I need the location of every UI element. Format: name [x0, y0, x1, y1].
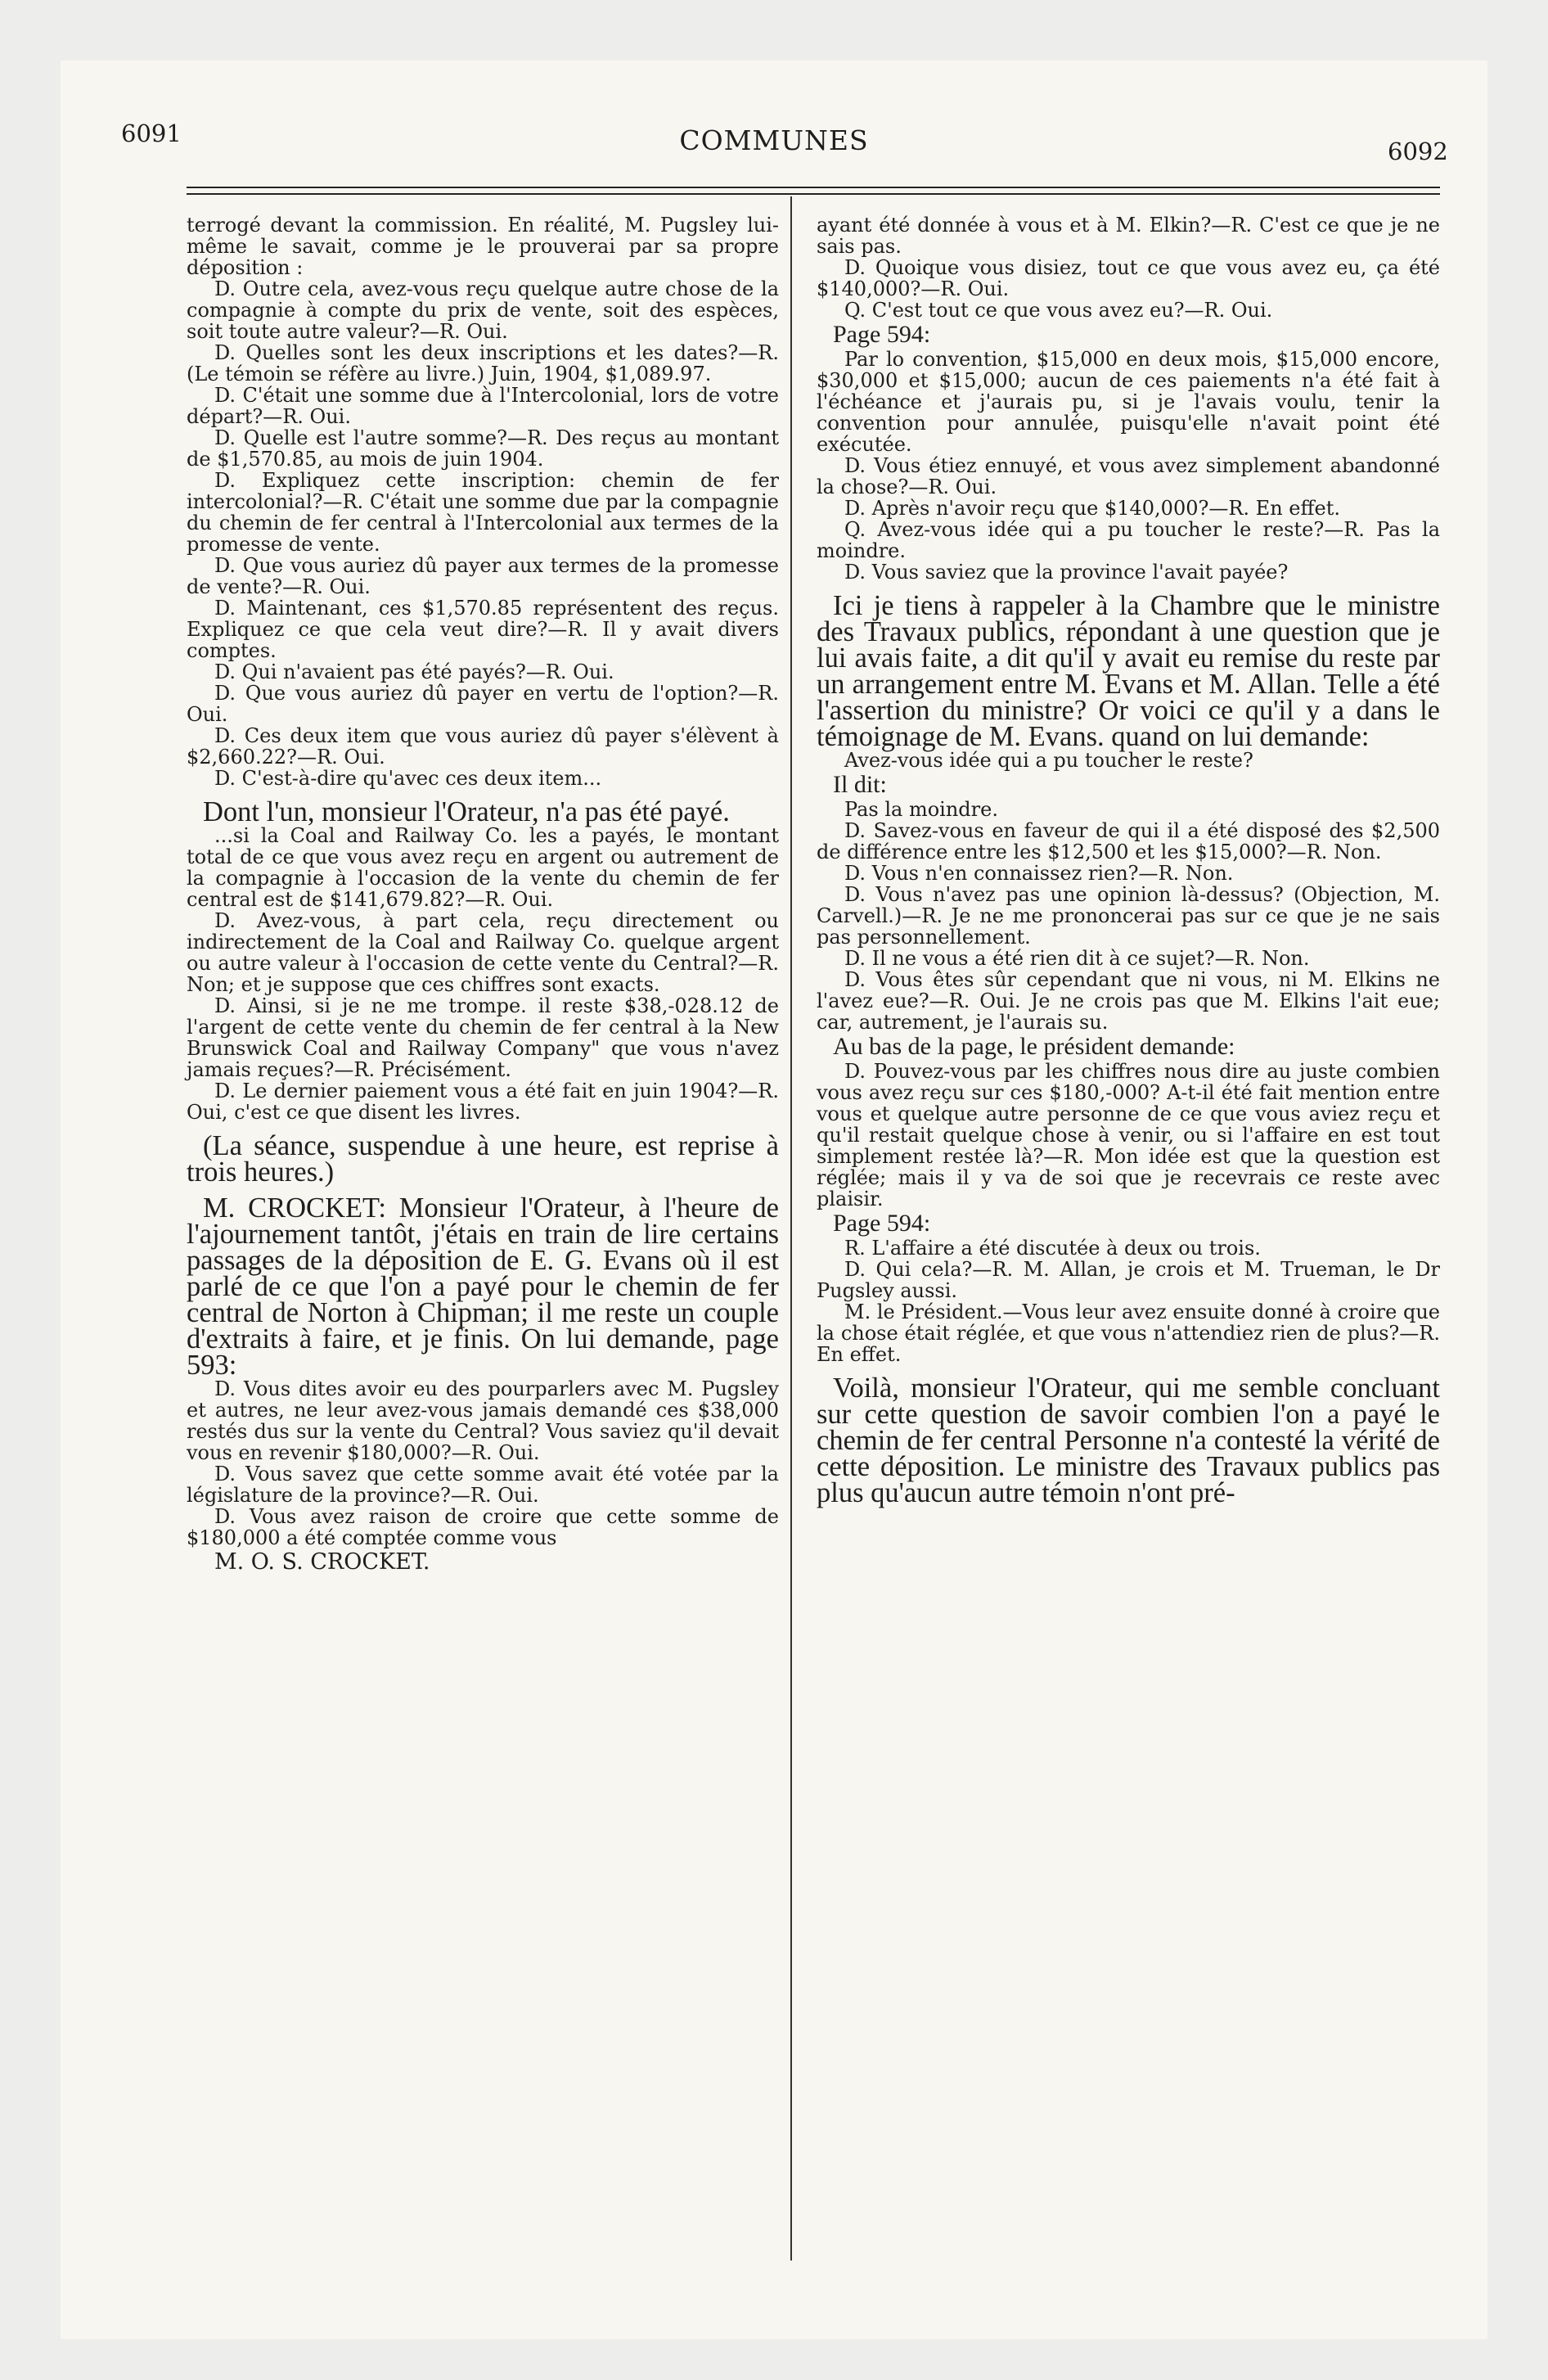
paragraph: M. CROCKET: Monsieur l'Orateur, à l'heure de l'ajournement tantôt, j'étais en train de lire certains passages de la déposition de E. G. Evans où il est parlé de ce que l'on a payé pour le chemin de fer central de Norton à Chipman; il me reste un couple d'extraits à faire, et je finis. On lui demande, page 593: — [187, 1192, 779, 1381]
paragraph: terrogé devant la commission. En réalité, M. Pugsley lui-même le savait, comme je le prouverai par sa propre déposition : — [187, 214, 779, 279]
paragraph: Pas la moindre. — [844, 798, 998, 821]
paragraph: D. Le dernier paiement vous a été fait en juin 1904?—R. Oui, c'est ce que disent les livres. — [187, 1080, 779, 1124]
paragraph: Voilà, monsieur l'Orateur, qui me semble concluant sur cette question de savoir combien l'on a payé le chemin de fer central Personne n'a contesté la vérité de cette déposition. Le ministre des Travaux publics pas plus qu'aucun autre témoin n'ont pré- — [817, 1373, 1440, 1508]
page-number-left: 6091 — [121, 119, 182, 147]
paragraph: ayant été donnée à vous et à M. Elkin?—R. C'est ce que je ne sais pas. — [817, 214, 1440, 258]
paragraph: D. Quoique vous disiez, tout ce que vous avez eu, ça été $140,000?—R. Oui. — [817, 256, 1440, 300]
paragraph: M. le Président.—Vous leur avez ensuite donné à croire que la chose était réglée, et que vous n'attendiez rien de plus?—R. En effet. — [817, 1300, 1440, 1366]
running-title: COMMUNES — [679, 124, 869, 156]
paragraph: D. Quelles sont les deux inscriptions et les dates?—R. (Le témoin se réfère au livre.) Juin, 1904, $1,089.97. — [187, 341, 779, 385]
speaker-signature: M. O. S. CROCKET. — [214, 1549, 430, 1575]
left-column — [187, 214, 779, 1576]
paragraph: D. Vous dites avoir eu des pourparlers avec M. Pugsley et autres, ne leur avez-vous jamais demandé ces $38,000 restés dus sur la vente du Central? Vous saviez qu'il devait vous en revenir $180,000?—R. Oui. — [187, 1377, 779, 1464]
paragraph: D. Vous étiez ennuyé, et vous avez simplement abandonné la chose?—R. Oui. — [817, 454, 1440, 498]
header-rule — [187, 187, 1440, 188]
paragraph: D. Quelle est l'autre somme?—R. Des reçus au montant de $1,570.85, au mois de juin 1904. — [187, 426, 779, 471]
paragraph: Avez-vous idée qui a pu toucher le reste? — [844, 749, 1253, 772]
right-column — [817, 214, 1440, 1506]
paragraph: D. Ainsi, si je ne me trompe. il reste $38,-028.12 de l'argent de cette vente du chemin de fer central à la New Brunswick Coal and Railway Company" que vous n'avez jamais reçues?—R. Précisément. — [187, 994, 779, 1081]
paragraph: D. Vous savez que cette somme avait été votée par la législature de la province?—R. Oui. — [187, 1463, 779, 1507]
paragraph: D. Vous saviez que la province l'avait payée? — [844, 561, 1289, 584]
paragraph: Au bas de la page, le président demande: — [833, 1033, 1235, 1060]
paragraph: Ici je tiens à rappeler à la Chambre que le ministre des Travaux publics, répondant à une question que je lui avais faite, a dit qu'il y avait eu remise du reste par un arrangement entre M. Evans et M. Allan. Telle a été l'assertion du ministre? Or voici ce qu'il y a dans le témoignage de M. Evans. quand on lui demande: — [817, 590, 1440, 752]
paragraph: D. Vous êtes sûr cependant que ni vous, ni M. Elkins ne l'avez eue?—R. Oui. Je ne crois pas que M. Elkins l'ait eue; car, autrement, je l'aurais su. — [817, 968, 1440, 1034]
paragraph: D. Qui n'avaient pas été payés?—R. Oui. — [214, 660, 614, 683]
paragraph: D. Maintenant, ces $1,570.85 représentent des reçus. Expliquez ce que cela veut dire?—R. Il y avait divers comptes. — [187, 597, 779, 662]
paragraph: Q. Avez-vous idée qui a pu toucher le reste?—R. Pas la moindre. — [817, 518, 1440, 562]
paragraph: Il dit: — [833, 771, 887, 798]
header-rule — [187, 193, 1440, 195]
paragraph: D. Il ne vous a été rien dit à ce sujet?—R. Non. — [844, 947, 1310, 970]
paragraph: D. Expliquez cette inscription: chemin de fer intercolonial?—R. C'était une somme due par la compagnie du chemin de fer central à l'Intercolonial aux termes de la promesse de vente. — [187, 469, 779, 556]
paragraph: (La séance, suspendue à une heure, est reprise à trois heures.) — [187, 1130, 779, 1188]
paragraph: D. Après n'avoir reçu que $140,000?—R. En effet. — [844, 497, 1341, 520]
paragraph: D. Vous n'avez pas une opinion là-dessus? (Objection, M. Carvell.)—R. Je ne me prononcerai pas sur ce que je ne sais pas personnellement. — [817, 883, 1440, 949]
paragraph: D. Pouvez-vous par les chiffres nous dire au juste combien vous avez reçu sur ces $180,-000? A-t-il été fait mention entre vous et quelque autre personne de ce que vous aviez reçu et qu'il restait quelque chose à venir, ou si l'affaire en est tout simplement restée là?—R. Mon idée est que la question est réglée; mais il y va de soi que je recevrais ce reste avec plaisir. — [817, 1060, 1440, 1210]
paragraph: ...si la Coal and Railway Co. les a payés, le montant total de ce que vous avez reçu en argent ou autrement de la compagnie à l'occasion de la vente du chemin de fer central est de $141,679.82?—R. Oui. — [187, 824, 779, 911]
paragraph: D. Savez-vous en faveur de qui il a été disposé des $2,500 de différence entre les $12,500 et les $15,000?—R. Non. — [817, 819, 1440, 863]
paragraph: D. Avez-vous, à part cela, reçu directement ou indirectement de la Coal and Railway Co. quelque argent ou autre valeur à l'occasion de cette vente du Central?—R. Non; et je suppose que ces chiffres sont exacts. — [187, 909, 779, 996]
column-divider — [790, 196, 792, 2261]
paragraph: Par lo convention, $15,000 en deux mois, $15,000 encore, $30,000 et $15,000; aucun de ces paiements n'a été fait à l'échéance et j'aurais pu, si je l'avais voulu, tenir la convention pour annulée, puisqu'elle n'avait point été exécutée. — [817, 348, 1440, 456]
paragraph: D. Que vous auriez dû payer aux termes de la promesse de vente?—R. Oui. — [187, 554, 779, 598]
paragraph: D. Outre cela, avez-vous reçu quelque autre chose de la compagnie à compte du prix de vente, soit des espèces, soit toute autre valeur?—R. Oui. — [187, 277, 779, 343]
paragraph: D. Qui cela?—R. M. Allan, je crois et M. Trueman, le Dr Pugsley aussi. — [817, 1258, 1440, 1302]
paragraph: D. C'est-à-dire qu'avec ces deux item... — [214, 767, 602, 790]
paragraph: Q. C'est tout ce que vous avez eu?—R. Oui. — [844, 299, 1273, 322]
paragraph: D. Que vous auriez dû payer en vertu de l'option?—R. Oui. — [187, 682, 779, 726]
page-number-right: 6092 — [1388, 137, 1448, 165]
paragraph: D. Ces deux item que vous auriez dû payer s'élèvent à $2,660.22?—R. Oui. — [187, 724, 779, 769]
paragraph: Page 594: — [833, 1210, 931, 1237]
paragraph: D. Vous n'en connaissez rien?—R. Non. — [844, 862, 1234, 885]
paragraph: Dont l'un, monsieur l'Orateur, n'a pas été payé. — [203, 796, 730, 827]
paragraph: D. Vous avez raison de croire que cette somme de $180,000 a été comptée comme vous — [187, 1505, 779, 1549]
paragraph: D. C'était une somme due à l'Intercolonial, lors de votre départ?—R. Oui. — [187, 384, 779, 428]
paragraph: Page 594: — [833, 321, 931, 348]
paragraph: R. L'affaire a été discutée à deux ou trois. — [844, 1237, 1261, 1260]
